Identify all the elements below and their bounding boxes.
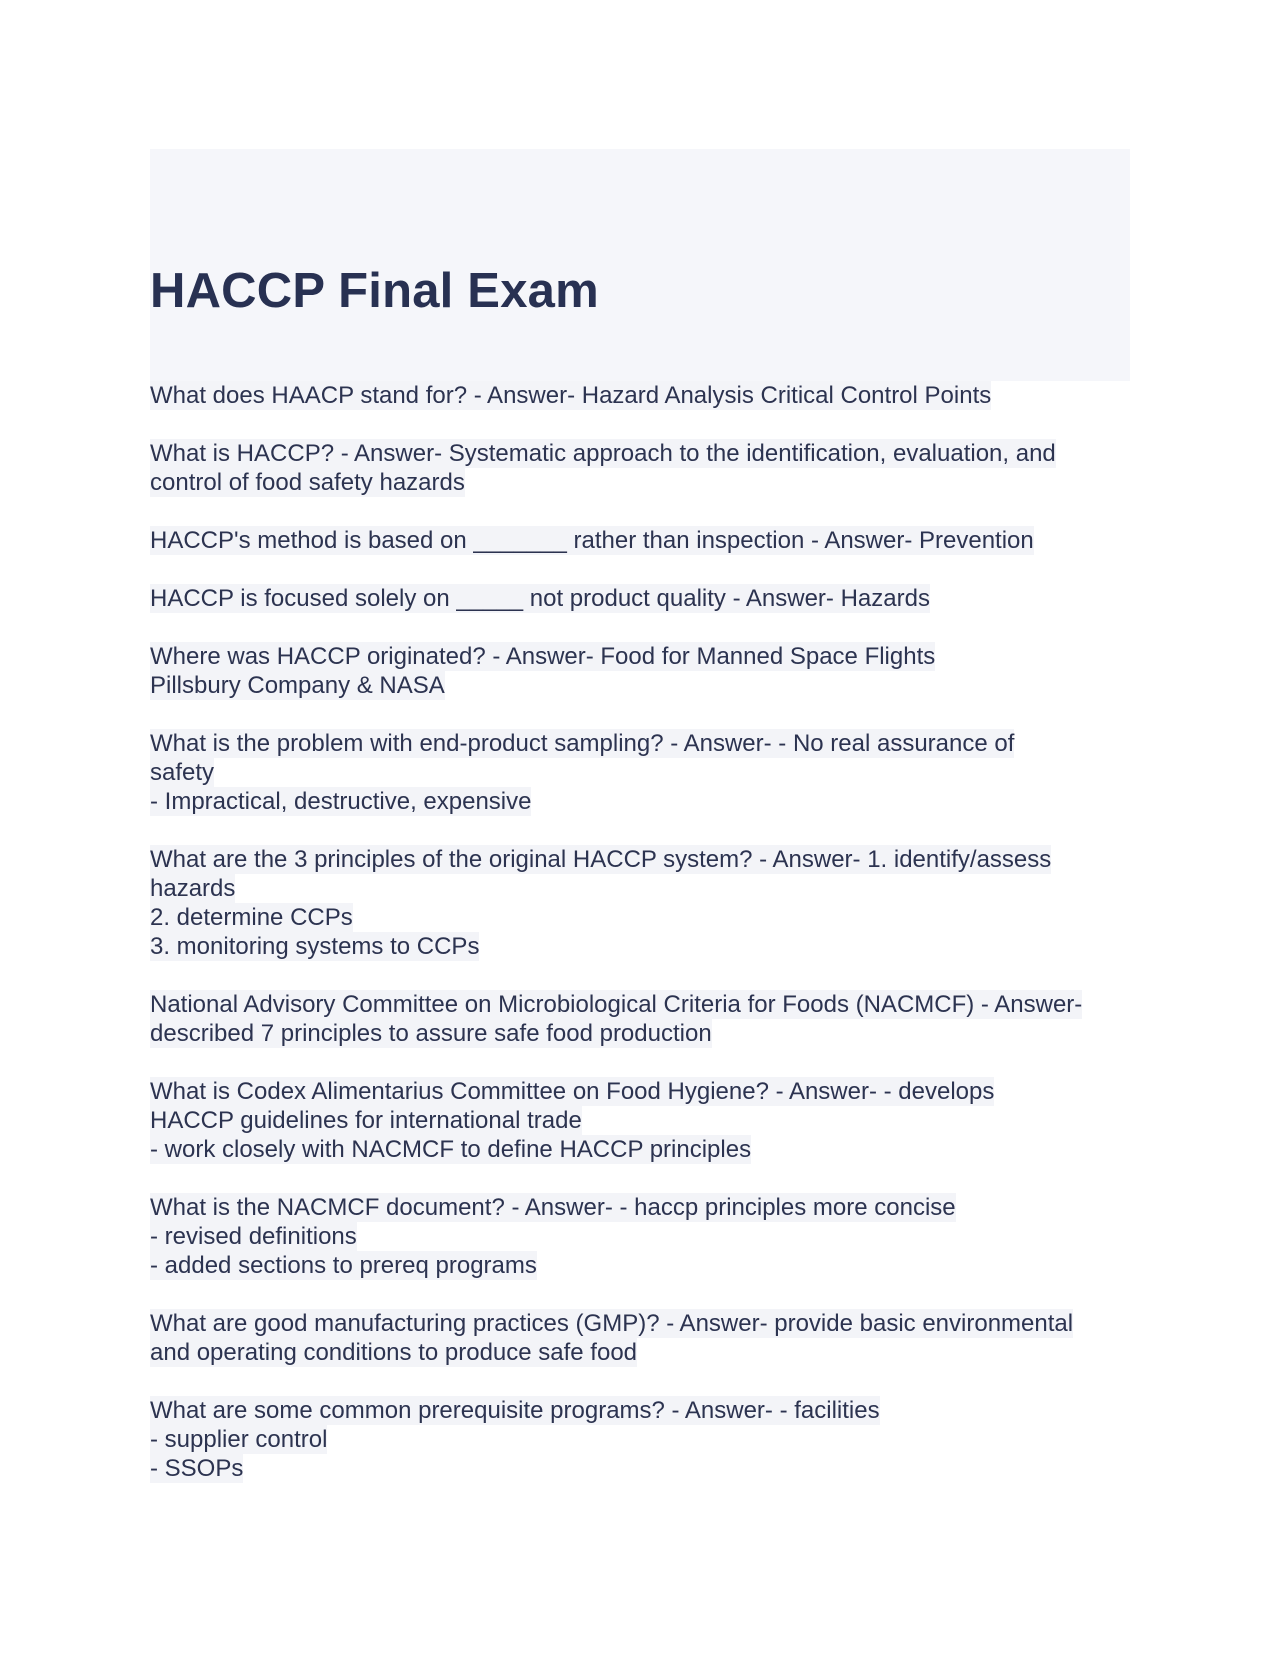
title-block <box>150 149 1130 381</box>
qa-line: and operating conditions to produce safe food <box>150 1339 638 1366</box>
qa-line: HACCP is focused solely on _____ not product quality - Answer- Hazards <box>150 585 930 612</box>
qa-line: HACCP guidelines for international trade <box>150 1107 582 1134</box>
qa-item <box>150 1077 1130 1164</box>
qa-item <box>150 439 1130 497</box>
qa-line: What is the NACMCF document? - Answer- - haccp principles more concise <box>150 1194 956 1221</box>
qa-line: 3. monitoring systems to CCPs <box>150 933 480 960</box>
qa-line: HACCP's method is based on _______ rather than inspection - Answer- Prevention <box>150 527 1034 554</box>
qa-line: What are some common prerequisite programs? - Answer- - facilities <box>150 1397 880 1424</box>
qa-line: - SSOPs <box>150 1455 244 1482</box>
qa-item <box>150 526 1130 555</box>
qa-line: - added sections to prereq programs <box>150 1252 537 1279</box>
qa-item <box>150 1309 1130 1367</box>
qa-item <box>150 729 1130 816</box>
qa-item <box>150 642 1130 700</box>
qa-line: What is Codex Alimentarius Committee on Food Hygiene? - Answer- - develops <box>150 1078 995 1105</box>
qa-line: safety <box>150 759 215 786</box>
qa-line: What does HAACP stand for? - Answer- Hazard Analysis Critical Control Points <box>150 382 992 409</box>
qa-item <box>150 584 1130 613</box>
qa-line: What are the 3 principles of the original HACCP system? - Answer- 1. identify/assess <box>150 846 1052 873</box>
qa-line: What are good manufacturing practices (GMP)? - Answer- provide basic environmental <box>150 1310 1074 1337</box>
qa-item <box>150 1396 1130 1483</box>
qa-item <box>150 845 1130 961</box>
qa-line: - revised definitions <box>150 1223 357 1250</box>
document-title: HACCP Final Exam <box>150 264 599 318</box>
qa-line: hazards <box>150 875 236 902</box>
document-page <box>150 149 1130 1512</box>
qa-line: described 7 principles to assure safe food production <box>150 1020 712 1047</box>
qa-item <box>150 990 1130 1048</box>
qa-line: What is the problem with end-product sampling? - Answer- - No real assurance of <box>150 730 1015 757</box>
qa-line: Where was HACCP originated? - Answer- Food for Manned Space Flights <box>150 643 936 670</box>
qa-line: - work closely with NACMCF to define HACCP principles <box>150 1136 752 1163</box>
qa-line: What is HACCP? - Answer- Systematic approach to the identification, evaluation, and <box>150 440 1056 467</box>
qa-line: National Advisory Committee on Microbiological Criteria for Foods (NACMCF) - Answer- <box>150 991 1083 1018</box>
qa-line: - supplier control <box>150 1426 328 1453</box>
qa-list <box>150 381 1130 1483</box>
qa-line: - Impractical, destructive, expensive <box>150 788 532 815</box>
qa-item <box>150 1193 1130 1280</box>
qa-line: Pillsbury Company & NASA <box>150 672 445 699</box>
qa-line: control of food safety hazards <box>150 469 465 496</box>
qa-item <box>150 381 1130 410</box>
qa-line: 2. determine CCPs <box>150 904 353 931</box>
